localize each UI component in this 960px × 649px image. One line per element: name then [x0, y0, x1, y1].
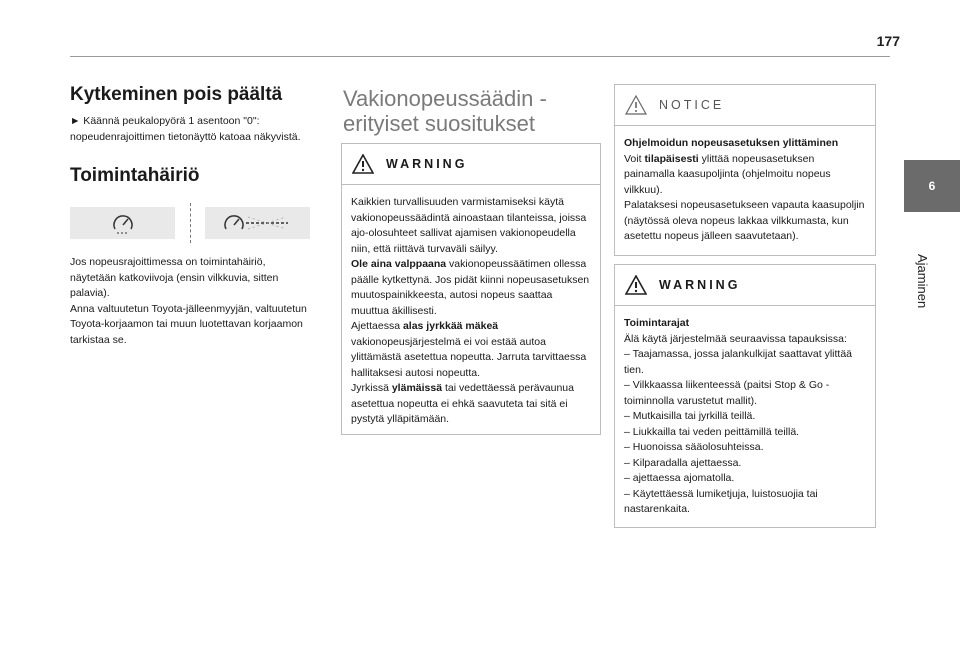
p2-bold: Ole aina valppaana — [351, 258, 447, 270]
warning-body-2 — [615, 306, 875, 518]
list-item: – Mutkaisilla tai jyrkillä teillä. — [624, 410, 756, 422]
chapter-tab[interactable]: 6 — [904, 160, 960, 212]
warning-triangle-icon — [352, 154, 374, 174]
notice-p1 — [624, 152, 866, 199]
list-item: – Taajamassa, jossa jalankulkijat saattavat ylittää tien. — [624, 348, 853, 376]
warning-header — [342, 144, 600, 185]
section-title-switch-off: Kytkeminen pois päältä — [70, 84, 283, 105]
p3-a: Ajettaessa — [351, 320, 403, 332]
list-item: – Huonoissa sääolosuhteissa. — [624, 441, 764, 453]
warning-p2 — [351, 257, 591, 319]
title-line-2: erityiset suositukset — [343, 111, 535, 136]
column-left — [70, 84, 310, 348]
notice-body — [615, 126, 875, 245]
icon-separator — [190, 203, 191, 243]
notice-label: NOTICE — [659, 98, 725, 112]
section-title-cruise-control — [343, 86, 583, 136]
title-line-1: Vakionopeussäädin - — [343, 86, 547, 111]
notice-box — [614, 84, 876, 256]
limits-title-text: Toimintarajat — [624, 317, 690, 329]
list-item: – Vilkkaassa liikenteessä (paitsi Stop & Go -toiminnolla varustetut mallit). — [624, 379, 830, 407]
notice-title — [624, 136, 866, 152]
n1-a: Voit — [624, 152, 645, 165]
chapter-label: Ajaminen — [915, 254, 930, 309]
speed-limiter-dashes-icon — [70, 207, 175, 239]
speed-limiter-flashing-icon — [205, 207, 310, 239]
warning-box-cruise — [341, 143, 601, 435]
p4-a: Jyrkissä — [351, 382, 392, 394]
switch-off-text: ► Käännä peukalopyörä 1 asentoon "0": nopeudenrajoittimen tietonäyttö katoaa näkyvistä. — [70, 115, 301, 143]
header-rule — [70, 56, 890, 57]
page-number: 177 — [876, 33, 900, 49]
warning-body — [342, 185, 600, 428]
list-item: – ajettaessa ajomatolla. — [624, 472, 735, 484]
warning-label-2: WARNING — [659, 278, 741, 292]
p3-rest: vakionopeusjärjestelmä ei voi estää autoa ylittämästä asetettua nopeutta. Jarruta tarvittaessa hallitaksesi autosi nopeutta. — [351, 335, 587, 379]
malfunction-icons — [70, 203, 310, 243]
list-item: – Kilparadalla ajettaessa. — [624, 456, 742, 469]
list-item: – Käytettäessä lumiketjuja, luistosuojia tai nastarenkaita. — [624, 487, 818, 515]
malfunction-text-1: Jos nopeusrajoittimessa on toimintahäiriö, näytetään katkoviivoja (ensin vilkkuvia, sitten palavia). — [70, 256, 279, 299]
n1-rest: ylittää nopeusasetuksen painamalla kaasupoljinta (ohjelmoitu nopeus vilkkuu). — [624, 152, 831, 196]
malfunction-text-2: Anna valtuutetun Toyota-jälleenmyyjän, valtuutetun Toyota-korjaamon tai muun luotettavan korjaamon tarkistaa se. — [70, 302, 307, 346]
warning-box-limits — [614, 264, 876, 528]
p3-bold: alas jyrkkää mäkeä — [402, 320, 499, 332]
notice-p2: Palataksesi nopeusasetukseen vapauta kaasupoljin (näytössä oleva nopeus lakkaa vilkkumasta, kun asetettu nopeus jälleen saavutetaan). — [624, 199, 865, 242]
p2-rest: vakionopeussäätimen ollessa päälle kytkettynä. Jos pidät kiinni nopeusasetuksen muutospainikkeesta, autosi nopeus saattaa muuttua äkillisesti. — [351, 258, 590, 317]
notice-header — [615, 85, 875, 126]
warning-triangle-icon — [625, 275, 647, 295]
section-title-malfunction: Toimintahäiriö — [70, 165, 200, 186]
warning-p4 — [351, 381, 591, 428]
limits-intro: Älä käytä järjestelmää seuraavissa tapauksissa: — [624, 332, 847, 345]
p4-bold: ylämäissä — [391, 382, 443, 394]
notice-triangle-icon — [625, 95, 647, 115]
warning-p1: Kaikkien turvallisuuden varmistamiseksi käytä vakionopeussäädintä ainoastaan tilanteissa, joissa ajo-olosuhteet sallivat ajamisen vakionopeudella niin, että riittävä turvaväli säilyy. — [351, 196, 587, 255]
warning-p3 — [351, 319, 591, 381]
n1-bold: tilapäisesti — [644, 152, 699, 165]
warning-label: WARNING — [386, 157, 468, 171]
limits-title — [624, 316, 866, 332]
p4-rest: tai vedettäessä perävaunua asetettua nopeutta ei ehkä saavuteta tai sitä ei pystytä ylläpitämään. — [351, 382, 574, 425]
notice-title-text: Ohjelmoidun nopeusasetuksen ylittäminen — [624, 137, 839, 149]
warning-header-2 — [615, 265, 875, 306]
list-item: – Liukkailla tai veden peittämillä teillä. — [624, 425, 800, 438]
